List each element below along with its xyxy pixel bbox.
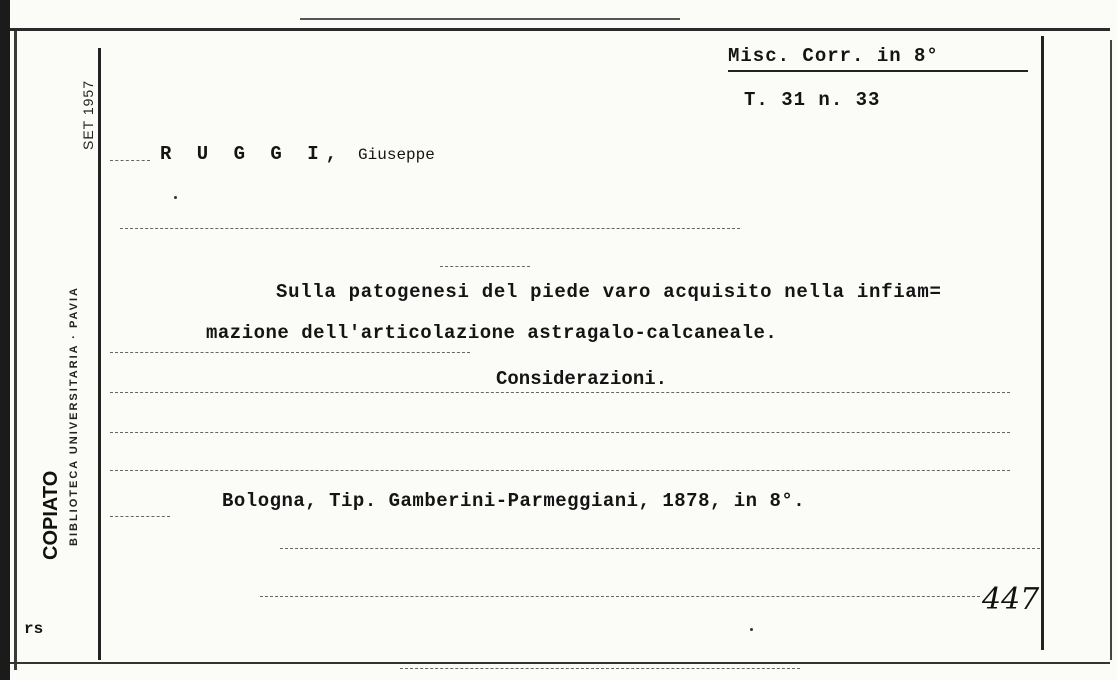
card-right-edge (1110, 40, 1112, 660)
ruled-line (110, 160, 150, 161)
title-line-1: Sulla patogenesi del piede varo acquisito nella infiam= (276, 281, 942, 303)
library-stamp: BIBLIOTECA UNIVERSITARIA · PAVIA (68, 286, 80, 546)
author-given-name: Giuseppe (358, 146, 435, 164)
ink-dot (174, 196, 177, 199)
ruled-line (280, 548, 1040, 549)
handwritten-shelfmark: 447 (982, 582, 1040, 617)
corner-code: rs (24, 620, 44, 638)
ruled-line (120, 228, 740, 229)
ruled-line (400, 668, 800, 669)
subtitle: Considerazioni. (496, 368, 668, 390)
ruled-line (440, 266, 530, 267)
ruled-line (260, 596, 980, 597)
card-left-edge-line (14, 30, 17, 670)
volume-number: T. 31 n. 33 (744, 89, 881, 111)
ruled-line (110, 470, 1010, 471)
right-margin-line (1041, 36, 1044, 650)
title-line-2: mazione dell'articolazione astragalo-calcaneale. (206, 322, 778, 344)
copiato-stamp: COPIATO (40, 470, 62, 560)
collection-underline (728, 70, 1028, 72)
card-left-edge (0, 0, 10, 680)
ruled-line (110, 516, 170, 517)
ruled-line (110, 392, 1010, 393)
ruled-line (110, 352, 470, 353)
ruled-line (110, 432, 1010, 433)
left-margin-line (98, 48, 101, 660)
ink-dot (750, 628, 753, 631)
card-bottom-rule (10, 662, 1110, 664)
card-top-rule (10, 28, 1110, 31)
collection-label: Misc. Corr. in 8° (728, 45, 939, 67)
stamp-date: SET 1957 (80, 79, 96, 150)
card-top-rule-short (300, 18, 680, 20)
imprint-line: Bologna, Tip. Gamberini-Parmeggiani, 1878, in 8°. (222, 490, 806, 512)
author-surname: R U G G I, (160, 143, 345, 165)
author-heading (160, 143, 435, 165)
